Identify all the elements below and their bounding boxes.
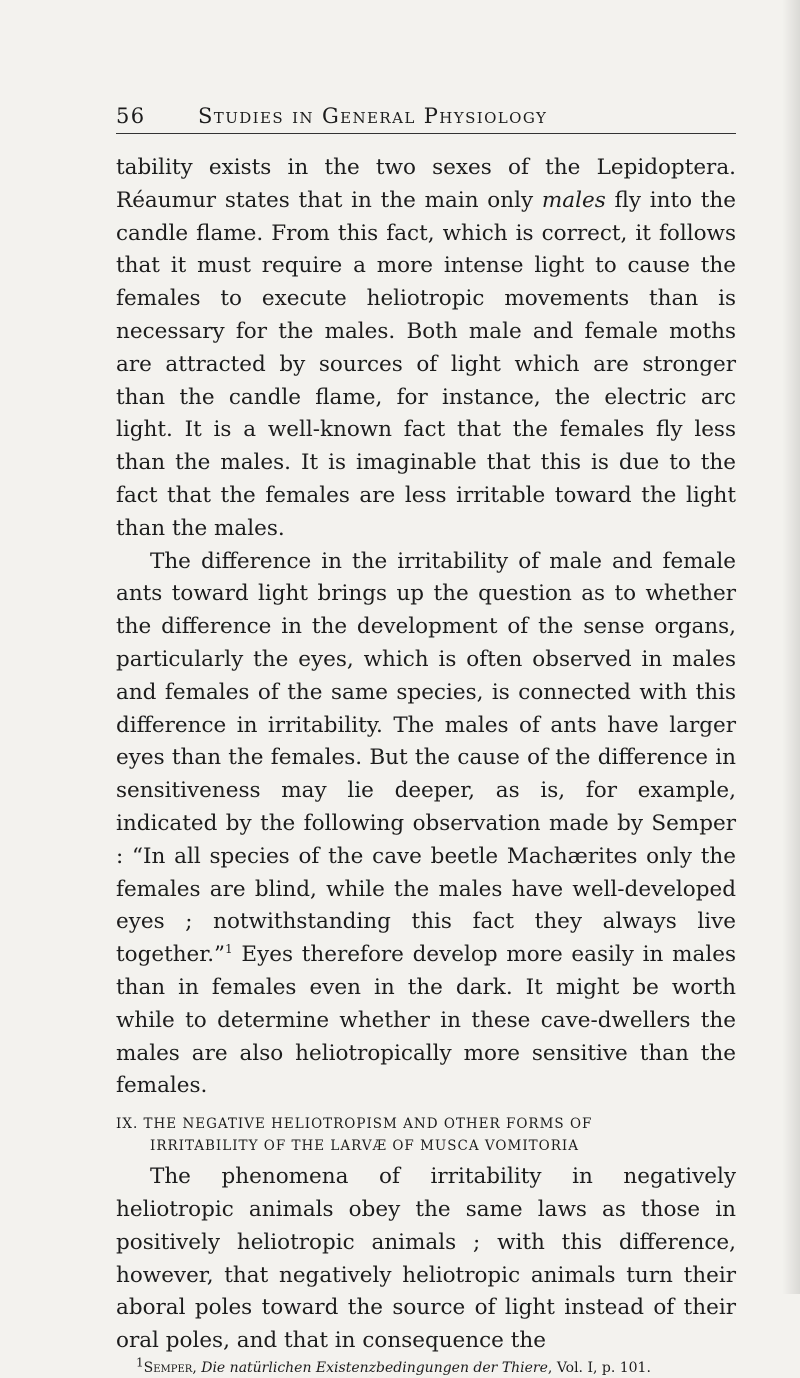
footnote-reference: 1 <box>225 941 233 956</box>
body-text <box>116 152 736 1378</box>
paragraph: The phenomena of irritability in negatively heliotropic animals obey the same laws as those in positively heliotropic animals ; with this difference, however, that negatively heliotropic animals turn their aboral poles toward the source of light instead of their oral poles, and that in consequence the <box>116 1164 736 1354</box>
section-heading: IX. THE NEGATIVE HELIOTROPISM AND OTHER FORMS OF IRRITABILITY OF THE LARVÆ OF MUSCA VOMITORIA <box>116 1116 593 1155</box>
page-edge-shadow <box>782 0 800 1294</box>
footnote: $^1$Semper, Die natürlichen Existenzbedingungen der Thiere, Vol. I, p. 101. <box>136 1355 651 1376</box>
running-title: Studies in General Physiology <box>198 104 548 128</box>
paragraph: The difference in the irritability of male and female ants toward light brings up the question as to whether the difference in the development of the sense organs, particularly the eyes, which is often observed in males and females of the same species, is connected with this difference in irritability. The males of ants have larger eyes than the females. But the cause of the difference in sensitiveness may lie deeper, as is, for example, indicated by the following observation made by Semper : “In all species of the cave beetle Machærites only the females are blind, while the males have well-developed eyes ; notwithstanding this fact they always live together.”$^1$ Eyes therefore develop more easily in males than in females even in the dark. It might be worth while to determine whether in these cave-dwellers the males are also heliotropically more sensitive than the females. <box>116 548 736 1099</box>
emphasis-males: males <box>541 187 606 213</box>
paragraph: tability exists in the two sexes of the Lepidoptera. Réaumur states that in the main only males fly into the candle flame. From this fact, which is correct, it follows that it must require a more intense light to cause the females to execute heliotropic movements than is necessary for the males. Both male and female moths are attracted by sources of light which are stronger than the candle flame, for instance, the electric arc light. It is a well-known fact that the females fly less than the males. It is imaginable that this is due to the fact that the females are less irritable toward the light than the males. <box>116 155 737 541</box>
footnote-title: Die natürlichen Existenzbedingungen der Thiere <box>201 1359 548 1376</box>
footnote-author: Semper <box>143 1359 193 1376</box>
page-number: 56 <box>116 104 146 128</box>
header-rule <box>116 133 736 134</box>
